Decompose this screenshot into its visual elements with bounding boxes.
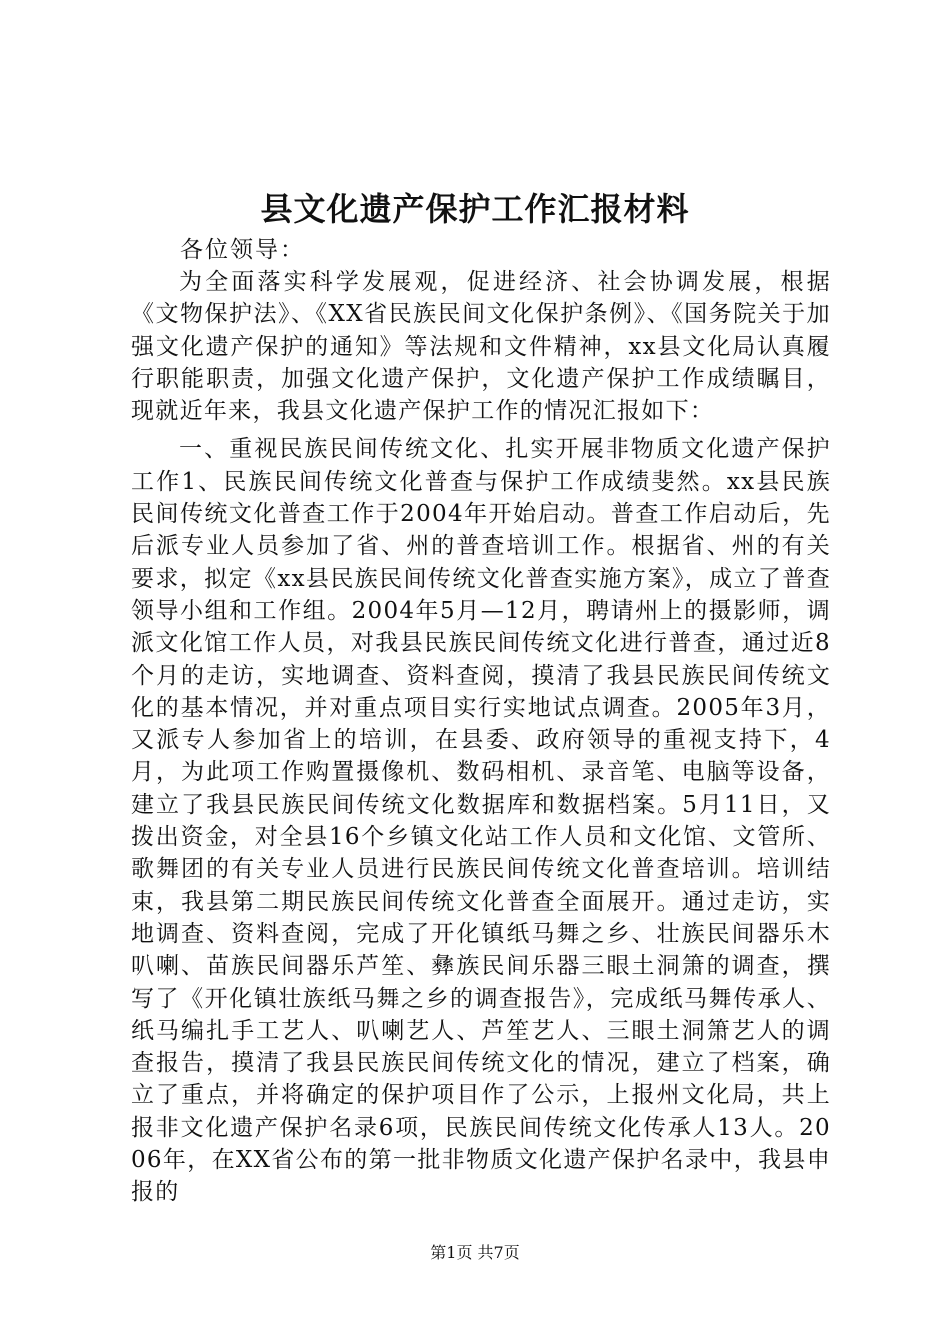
document-body (131, 266, 831, 1209)
page-footer: 第1页 共7页 (430, 1243, 520, 1262)
paragraph-intro: 为全面落实科学发展观，促进经济、社会协调发展，根据《文物保护法》、《XX省民族民间文化保护条例》、《国务院关于加强文化遗产保护的通知》等法规和文件精神，xx县文化局认真履行职能职责，加强文化遗产保护，文化遗产保护工作成绩瞩目，现就近年来，我县文化遗产保护工作的情况汇报如下： (131, 269, 831, 425)
paragraph-section-one: 一、重视民族民间传统文化、扎实开展非物质文化遗产保护工作1、民族民间传统文化普查与保护工作成绩斐然。xx县民族民间传统文化普查工作于2004年开始启动。普查工作启动后，先后派专业人员参加了省、州的普查培训工作。根据省、州的有关要求，拟定《xx县民族民间传统文化普查实施方案》，成立了普查领导小组和工作组。2004年5月—12月，聘请州上的摄影师，调派文化馆工作人员，对我县民族民间传统文化进行普查，通过近8个月的走访，实地调查、资料查阅，摸清了我县民族民间传统文化的基本情况，并对重点项目实行实地试点调查。2005年3月，又派专人参加省上的培训，在县委、政府领导的重视支持下，4月，为此项工作购置摄像机、数码相机、录音笔、电脑等设备，建立了我县民族民间传统文化数据库和数据档案。5月11日，又拨出资金，对全县16个乡镇文化站工作人员和文化馆、文管所、歌舞团的有关专业人员进行民族民间传统文化普查培训。培训结束，我县第二期民族民间传统文化普查全面展开。通过走访，实地调查、资料查阅，完成了开化镇纸马舞之乡、壮族民间器乐木叭喇、苗族民间器乐芦笙、彝族民间乐器三眼土洞箫的调查，撰写了《开化镇壮族纸马舞之乡的调查报告》，完成纸马舞传承人、纸马编扎手工艺人、叭喇艺人、芦笙艺人、三眼土洞箫艺人的调查报告，摸清了我县民族民间传统文化的情况，建立了档案，确立了重点，并将确定的保护项目作了公示，上报州文化局，共上报非文化遗产保护名录6项，民族民间传统文化传承人13人。2006年，在XX省公布的第一批非物质文化遗产保护名录中，我县申报的 (131, 436, 831, 1206)
document-title: 县文化遗产保护工作汇报材料 (260, 190, 690, 228)
salutation: 各位领导： (180, 237, 305, 263)
